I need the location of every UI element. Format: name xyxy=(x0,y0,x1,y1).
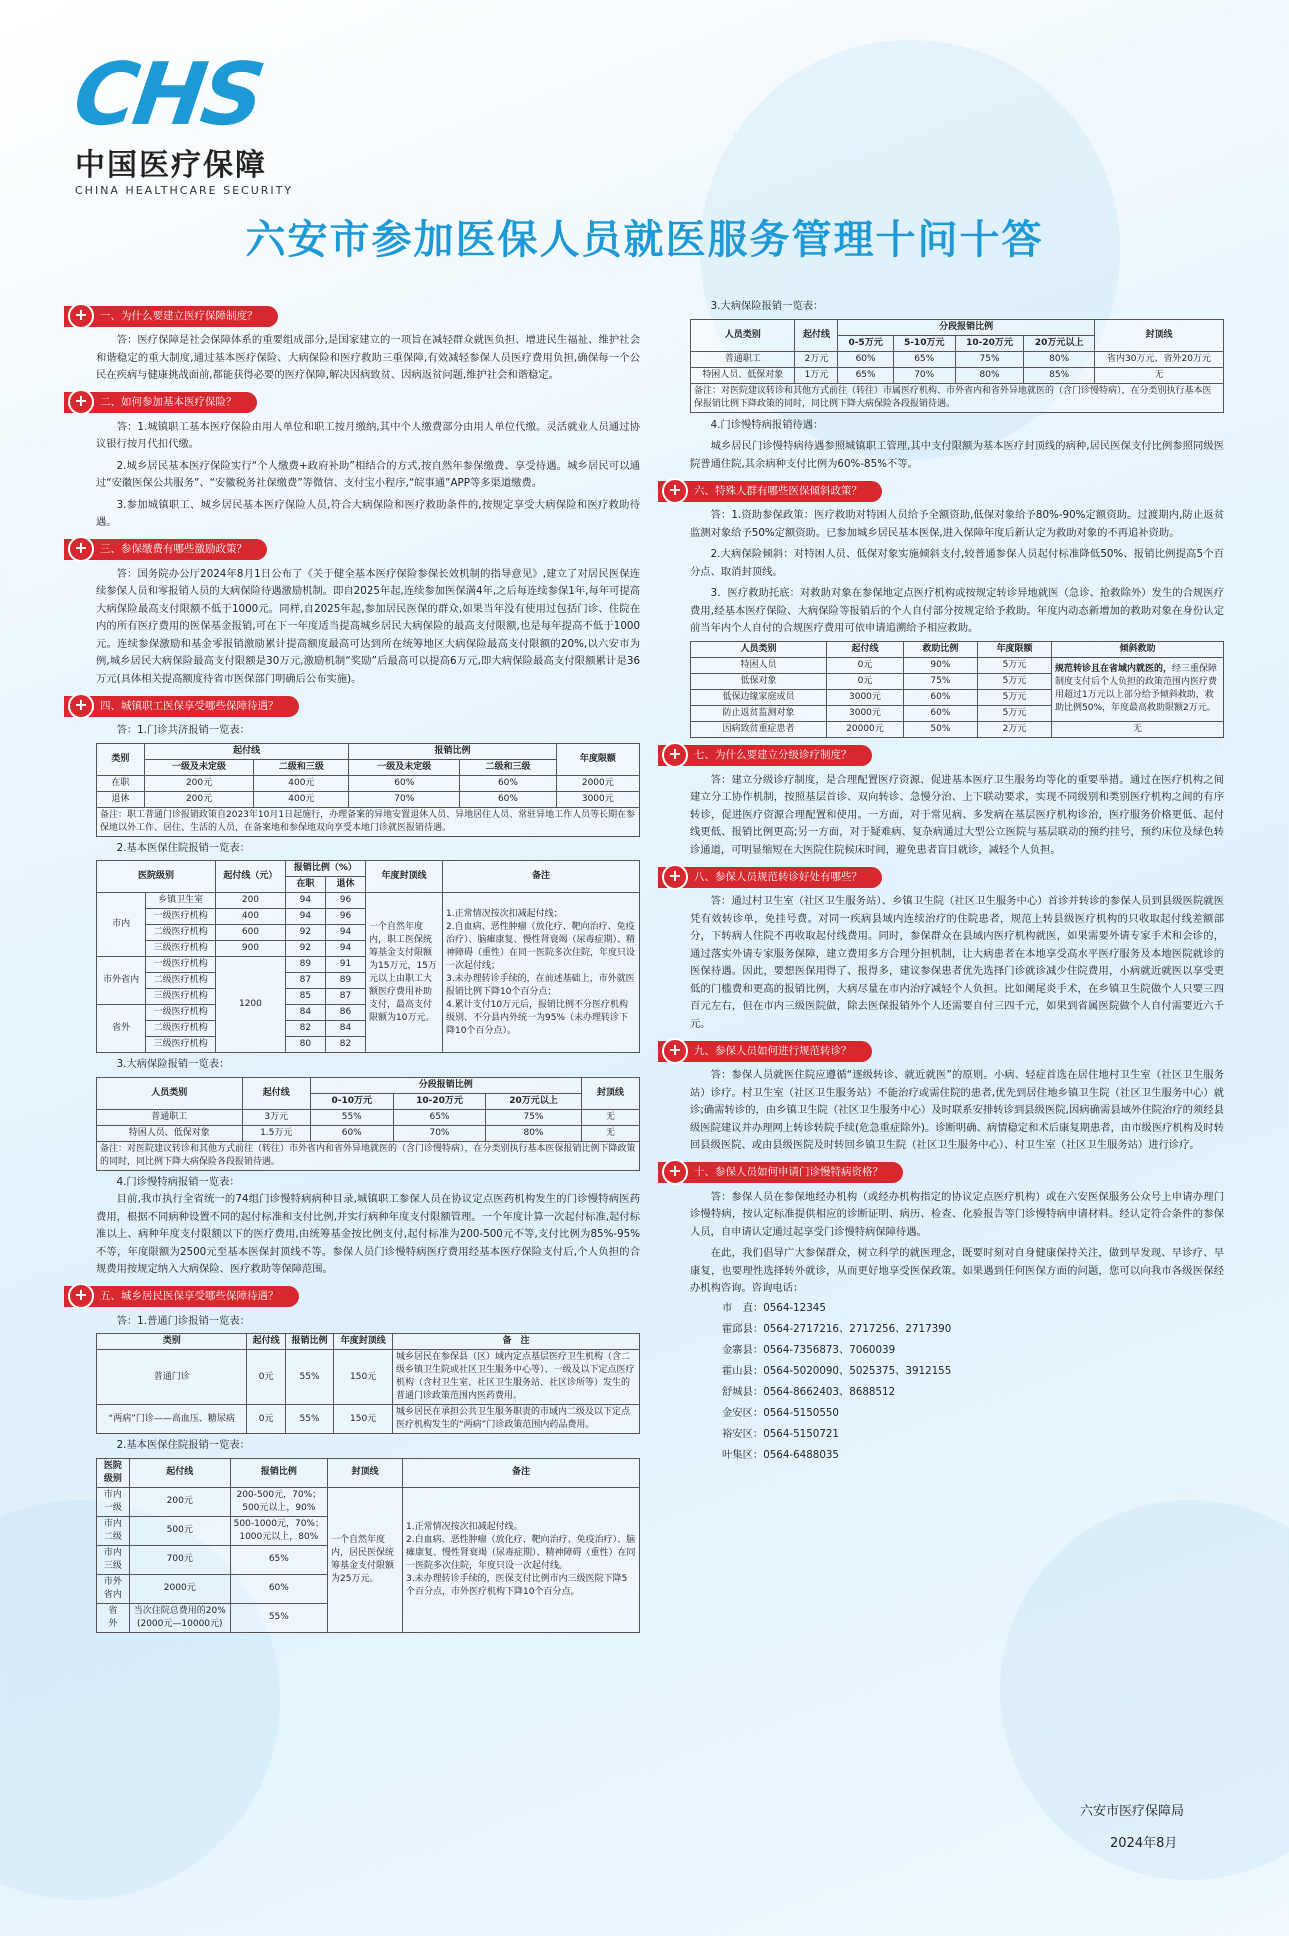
list-item: 叶集区：0564-6488035 xyxy=(722,1448,839,1461)
table-cell: 市外省内 xyxy=(97,1574,130,1603)
table-cell: 三级医疗机构 xyxy=(146,989,216,1005)
table-cell: 92 xyxy=(285,941,325,957)
table-cell: 起付线 xyxy=(242,1077,310,1109)
table-row xyxy=(97,775,640,791)
heart-cross-icon: + xyxy=(68,303,94,329)
table-cell: 60% xyxy=(230,1574,327,1603)
table-cell: 封顶线 xyxy=(328,1458,403,1487)
section-1-text: 答：医疗保障是社会保障体系的重要组成部分,是国家建立的一项旨在减轻群众就医负担、增进民生福祉、维护社会和谐稳定的重大制度,通过基本医疗保险、大病保险和医疗救助三重保障,有效减轻参保人员医疗费用负担,确保每一个公民在疾病与健康挑战面前,都能获得必要的医疗保障,解决因病致贫、因病返贫问题,维护社会和谐稳定。 xyxy=(96,334,640,381)
table-cell: 一级医疗机构 xyxy=(146,957,216,973)
table-cell: 低保对象 xyxy=(691,673,827,689)
table-cell: 市内 xyxy=(97,893,146,957)
table-cell: 82 xyxy=(285,1021,325,1037)
table-cell: 60% xyxy=(838,351,893,367)
table-cell: 倾斜救助 xyxy=(1052,641,1224,657)
table-cell: 一级及未定级 xyxy=(144,759,254,775)
table-cell: 省 外 xyxy=(97,1603,130,1632)
table-row xyxy=(97,1405,640,1434)
table-cell: 65% xyxy=(838,367,893,383)
table-caption: 4.门诊慢特病报销待遇： xyxy=(710,418,824,431)
table-cell: “两病”门诊——高血压、糖尿病 xyxy=(97,1405,247,1434)
table-cell: 规范转诊且在省域内就医的，经三重保障制度支付后个人负担的政策范围内医疗费用超过1万元以上部分给予倾斜救助，救助比例50%，年度最高救助限额2万元。 xyxy=(1052,657,1224,721)
table-cell: 市内三级 xyxy=(97,1545,130,1574)
table-caption: 3.大病保险报销一览表： xyxy=(116,1058,230,1070)
table-cell: 10-20万元 xyxy=(393,1093,486,1109)
logo-chinese: 中国医疗保障 xyxy=(75,148,267,183)
table-cell: 86 xyxy=(325,1005,365,1021)
table-cell: 乡镇卫生室 xyxy=(146,893,216,909)
table-cell: 5-10万元 xyxy=(893,335,955,351)
heart-cross-icon: + xyxy=(662,742,688,768)
table-cell: 200元 xyxy=(144,791,254,807)
table-cell: 2万元 xyxy=(795,351,838,367)
table-cell: 人员类别 xyxy=(691,319,795,351)
table-cell: 85% xyxy=(1024,367,1095,383)
table-cell: 92 xyxy=(285,925,325,941)
table-cell: 87 xyxy=(285,973,325,989)
section-2-text-1: 答：1.城镇职工基本医疗保险由用人单位和职工按月缴纳,其中个人缴费部分由用人单位代缴。灵活就业人员通过协议银行按月代扣代缴。 xyxy=(96,420,640,450)
table-row xyxy=(97,791,640,807)
table-cell: 0-10万元 xyxy=(310,1093,393,1109)
table-cell: 60% xyxy=(903,705,977,721)
table-cell: 75% xyxy=(955,351,1024,367)
table-cell: 60% xyxy=(349,775,460,791)
table-cell: 备注 xyxy=(443,861,640,893)
list-item: 金寨县：0564-7356873、7060039 xyxy=(722,1343,896,1356)
section-heading-10: + 十、参保人员如何申请门诊慢特病资格？ xyxy=(658,1161,1224,1185)
table-cell: 65% xyxy=(393,1109,486,1125)
table-cell: 分段报销比例 xyxy=(838,319,1095,335)
table-cell: 退休 xyxy=(97,791,145,807)
table-cell: 一个自然年度内，职工医保统筹基金支付限额为15万元，15万元以上由职工大额医疗费用补助支付，最高支付限额为10万元。 xyxy=(366,893,443,1053)
table-cell: 二级医疗机构 xyxy=(146,925,216,941)
table-cell: 20万元以上 xyxy=(486,1093,581,1109)
table-cell: 人员类别 xyxy=(97,1077,243,1109)
table-cell: 60% xyxy=(310,1125,393,1141)
table-cell: 0元 xyxy=(827,673,904,689)
table-cell: 55% xyxy=(230,1603,327,1632)
table-cell: 城乡居民在参保县（区）域内定点基层医疗卫生机构（含二级乡镇卫生院或社区卫生服务中心等）、一级及以下定点医疗机构（含村卫生室、社区卫生服务站、社区诊所等）发生的普通门诊政策范围内医药费用。 xyxy=(393,1350,640,1405)
table-cell: 96 xyxy=(325,893,365,909)
issue-date: 2024年8月 xyxy=(1110,1836,1178,1851)
table-cell: 91 xyxy=(325,957,365,973)
table-cell: 无 xyxy=(1094,367,1223,383)
table-row xyxy=(691,367,1224,383)
table-cell: 普通门诊 xyxy=(97,1350,247,1405)
table-cell: 700元 xyxy=(129,1545,230,1574)
table-cell: 二级和三级 xyxy=(254,759,349,775)
table-cell: 75% xyxy=(903,673,977,689)
table-cell: 低保边缘家庭成员 xyxy=(691,689,827,705)
table-cell: 年度封顶线 xyxy=(366,861,443,893)
table-cell: 400元 xyxy=(254,791,349,807)
table-cell: 5万元 xyxy=(977,673,1051,689)
table-cell: 60% xyxy=(460,775,556,791)
table-cell: 400 xyxy=(216,909,286,925)
left-column xyxy=(74,298,640,1636)
resident-critical-illness-table xyxy=(690,319,1224,413)
table-cell: 无 xyxy=(1052,721,1224,737)
table-cell: 200元 xyxy=(144,775,254,791)
table-cell: 备注 xyxy=(403,1458,640,1487)
table-cell: 55% xyxy=(285,1405,334,1434)
list-item: 金安区：0564-5150550 xyxy=(722,1406,839,1419)
resident-outpatient-table xyxy=(96,1333,640,1434)
table-cell: 三级医疗机构 xyxy=(146,941,216,957)
table-caption: 答：1.门诊共济报销一览表： xyxy=(116,724,250,736)
employee-inpatient-table xyxy=(96,860,640,1053)
table-cell: 80 xyxy=(285,1037,325,1053)
section-6-text-1: 答：1.资助参保政策：医疗救助对特困人员给予全额资助,低保对象给予80%-90%定额资助。过渡期内,防止返贫监测对象给予50%定额资助。已参加城乡居民基本医保,进入保障年度后新认定为救助对象的不再追补资助。 xyxy=(690,509,1224,539)
table-cell: 起付线 xyxy=(795,319,838,351)
section-heading-8: + 八、参保人员规范转诊好处有哪些？ xyxy=(658,865,1224,889)
table-cell: 80% xyxy=(955,367,1024,383)
table-cell: 人员类别 xyxy=(691,641,827,657)
table-cell: 82 xyxy=(325,1037,365,1053)
table-caption: 2.基本医保住院报销一览表： xyxy=(116,841,250,854)
heart-cross-icon: + xyxy=(662,1038,688,1064)
section-heading-2: + 二、如何参加基本医疗保险？ xyxy=(64,391,640,415)
section-7-text: 答：建立分级诊疗制度，是合理配置医疗资源、促进基本医疗卫生服务均等化的重要举措。通过在医疗机构之间建立分工协作机制，按照基层首诊、双向转诊、急慢分治、上下联动要求，实现不同级别和类别医疗机构之间的有序转诊，促进医疗资源合理配置和使用。一方面，对于常见病、多发病在基层医疗机构诊治，医疗服务价格更低、起付线更低、报销比例更高;另一方面，对于疑难病、复杂病通过大型公立医院与基层联动的预约挂号，预约床位及绿色转诊通道，可明显缩短在大医院住院候床时间，避免患者盲目就诊，减轻个人负担。 xyxy=(690,773,1224,856)
table-cell: 200-500元，70%；500元以上，90% xyxy=(230,1487,327,1516)
table-cell: 备注：对医院建议转诊和其他方式前往（转往）市属医疗机构、市外省内和省外异地就医的（含门诊慢特病），在分类别执行基本医保报销比例下降政策的同时，同比例下降大病保险各段报销待遇。 xyxy=(691,383,1224,412)
table-cell: 一个自然年度内，居民医保统筹基金支付限额为25万元。 xyxy=(328,1487,403,1632)
chronic-disease-text: 目前,我市执行全省统一的74组门诊慢特病病种目录,城镇职工参保人员在协议定点医药机构发生的门诊慢特病医药费用，根据不同病种设置不同的起付标准和支付比例,并实行病种年度支付限额管理。一个年度计算一次起付标准,起付标准以上、病种年度支付限额以下的医疗费用,由统筹基金按比例支付,起付标准为200-500元不等,支付比例为85%-95%不等，年度限额为2500元至基本医保封顶线不等。参保人员门诊慢特病医疗费用经基本医疗保险支付后,个人负担的合规费用按规定纳入大病保险、医疗救助等保障范围。 xyxy=(96,1193,640,1275)
table-cell: 普通职工 xyxy=(97,1109,243,1125)
table-row xyxy=(97,1109,640,1125)
table-cell: 起付线 xyxy=(129,1458,230,1487)
section-10-text-1: 答：参保人员在参保地经办机构（或经办机构指定的协议定点医疗机构）或在六安医保服务公众号上申请办理门诊慢特病，按认定标准提供相应的诊断证明、病历、检查、化验报告等门诊慢特病申请材料。经认定符合条件的参保人员，自申请认定通过起享受门诊慢特病保障待遇。 xyxy=(690,1190,1224,1238)
table-cell: 75% xyxy=(486,1109,581,1125)
table-cell: 5万元 xyxy=(977,705,1051,721)
table-cell: 特困人员 xyxy=(691,657,827,673)
table-cell: 封顶线 xyxy=(1094,319,1223,351)
table-cell: 0元 xyxy=(827,657,904,673)
table-cell: 当次住院总费用的20%(2000元—10000元) xyxy=(129,1603,230,1632)
table-cell: 在职 xyxy=(97,775,145,791)
table-cell: 3000元 xyxy=(827,705,904,721)
table-cell: 类别 xyxy=(97,743,145,775)
table-cell: 市外省内 xyxy=(97,957,146,1005)
table-cell: 5万元 xyxy=(977,657,1051,673)
table-cell: 医院级别 xyxy=(97,1458,130,1487)
table-cell: 一级医疗机构 xyxy=(146,1005,216,1021)
table-cell: 60% xyxy=(460,791,556,807)
section-2-text-3: 3.参加城镇职工、城乡居民基本医疗保险人员,符合大病保险和医疗救助条件的,按规定享受大病保险和医疗救助待遇。 xyxy=(96,498,640,528)
table-cell: 1200 xyxy=(216,957,286,1053)
table-cell: 80% xyxy=(486,1125,581,1141)
section-heading-4: + 四、城镇职工医保享受哪些保障待遇？ xyxy=(64,694,640,718)
table-cell: 5万元 xyxy=(977,689,1051,705)
table-row xyxy=(97,1125,640,1141)
heart-cross-icon: + xyxy=(68,536,94,562)
table-row xyxy=(691,351,1224,367)
logo-english: CHINA HEALTHCARE SECURITY xyxy=(75,184,294,197)
table-cell: 500-1000元，70%；1000元以上，80% xyxy=(230,1516,327,1545)
table-cell: 在职 xyxy=(285,877,325,893)
table-cell: 89 xyxy=(325,973,365,989)
list-item: 霍邱县：0564-2717216、2717256、2717390 xyxy=(722,1322,952,1335)
logo xyxy=(67,45,294,197)
table-cell: 96 xyxy=(325,909,365,925)
section-heading-1: + 一、为什么要建立医疗保障制度？ xyxy=(64,304,640,328)
resident-inpatient-table xyxy=(96,1458,640,1633)
employee-critical-illness-table xyxy=(96,1077,640,1171)
table-cell: 1万元 xyxy=(795,367,838,383)
table-cell: 55% xyxy=(310,1109,393,1125)
table-cell: 起付线 xyxy=(827,641,904,657)
table-cell: 65% xyxy=(893,351,955,367)
section-heading-3: + 三、参保缴费有哪些激励政策？ xyxy=(64,538,640,562)
table-cell: 城乡居民在承担公共卫生服务职责的市域内二级及以下定点医疗机构发生的“两病”门诊政策范围内药品费用。 xyxy=(393,1405,640,1434)
table-cell: 150元 xyxy=(334,1350,393,1405)
employee-outpatient-table xyxy=(96,743,640,837)
table-cell: 65% xyxy=(230,1545,327,1574)
table-cell: 94 xyxy=(325,925,365,941)
section-heading-6: + 六、特殊人群有哪些医保倾斜政策？ xyxy=(658,479,1224,503)
table-cell: 89 xyxy=(285,957,325,973)
table-cell: 500元 xyxy=(129,1516,230,1545)
table-cell: 无 xyxy=(581,1109,639,1125)
table-cell: 1.正常情况按次扣减起付线。 2.白血病、恶性肿瘤（放化疗、靶向治疗、免疫治疗）、脑瘫康复、慢性肾衰竭（尿毒症期）、精神障碍（重性）在同一医院多次住院，年度只设一次起付线。 3.未办理转诊手续的，医保支付比例市内三级医院下降5个百分点，市外医疗机构下降10个百分点。 xyxy=(403,1487,640,1632)
table-cell: 类别 xyxy=(97,1334,247,1350)
table-cell: 省外 xyxy=(97,1005,146,1053)
table-caption: 3.大病保险报销一览表： xyxy=(710,300,824,312)
table-cell: 70% xyxy=(393,1125,486,1141)
table-cell: 医院级别 xyxy=(97,861,216,893)
table-cell: 150元 xyxy=(334,1405,393,1434)
table-cell: 3万元 xyxy=(242,1109,310,1125)
table-cell: 起付线（元） xyxy=(216,861,286,893)
table-cell: 起付线 xyxy=(144,743,349,759)
section-heading-7: + 七、为什么要建立分级诊疗制度？ xyxy=(658,744,1224,768)
table-cell: 二级医疗机构 xyxy=(146,973,216,989)
list-item: 市 直：0564-12345 xyxy=(722,1301,826,1314)
section-3-text: 答：国务院办公厅2024年8月1日公布了《关于健全基本医疗保险参保长效机制的指导意见》,建立了对居民医保连续参保人员和零报销人员的大病保险待遇激励机制。即自2025年起,连续参加医保满4年,之后每连续参保1年,每年可提高大病保险最高支付限额不低于1000元。同样,自2025年起,参加居民医保的群众,如果当年没有使用过包括门诊、住院在内的所有医疗费用的医保基金报销,可在下一年度适当提高城乡居民大病保险的最高支付限额,也是每年提高不低于1000元。连续参保激励和基金零报销激励累计提高额度最高可达到所在统筹地区大病保险最高支付限额的20%,以六安市为例,城乡居民大病保险最高支付限额是30万元,激励机制“奖励”后最高可以提高6万元,即大病保险最高支付限额累计是36万元(具体相关提高额度待省市医保部门明确后公布实施)。 xyxy=(96,567,640,685)
table-cell: 年度封顶线 xyxy=(334,1334,393,1350)
table-cell: 备 注 xyxy=(393,1334,640,1350)
heart-cross-icon: + xyxy=(68,389,94,415)
table-cell: 年度限额 xyxy=(556,743,639,775)
table-cell: 20000元 xyxy=(827,721,904,737)
section-9-text: 答：参保人员就医住院应遵循“逐级转诊、就近就医”的原则。小病、轻症首选在居住地村卫生室（社区卫生服务站）诊疗。村卫生室（社区卫生服务站）不能治疗或需住院的患者,优先到居住地乡镇卫生院（社区卫生服务中心）就诊;确需转诊的，由乡镇卫生院（社区卫生服务中心）及时联系安排转诊到县级医院,因病确需县域外住院治疗的须经县级医院建议并办理网上转诊转院手续(危急重症除外)。诊断明确、病情稳定和术后康复期患者，由市级医疗机构及时转回县级医院、或由县级医院及时转回乡镇卫生院（社区卫生服务中心）、村卫生室（社区卫生服务站）进行诊疗。 xyxy=(690,1069,1224,1151)
table-cell: 省内30万元、省外20万元 xyxy=(1094,351,1223,367)
table-cell: 因病致贫重症患者 xyxy=(691,721,827,737)
table-cell: 90% xyxy=(903,657,977,673)
table-cell: 2000元 xyxy=(556,775,639,791)
table-cell: 200 xyxy=(216,893,286,909)
section-2-text-2: 2.城乡居民基本医疗保险实行“个人缴费+政府补助”相结合的方式,按自然年参保缴费、享受待遇。城乡居民可以通过“安徽医保公共服务”、“安徽税务社保缴费”等微信、支付宝小程序,“皖事通”APP等多渠道缴费。 xyxy=(96,459,640,489)
table-cell: 87 xyxy=(325,989,365,1005)
table-cell: 84 xyxy=(325,1021,365,1037)
table-caption: 答：1.普通门诊报销一览表： xyxy=(116,1314,250,1327)
table-cell: 10-20万元 xyxy=(955,335,1024,351)
list-item: 裕安区：0564-5150721 xyxy=(722,1427,839,1440)
table-cell: 55% xyxy=(285,1350,334,1405)
table-cell: 救助比例 xyxy=(903,641,977,657)
table-cell: 市内一级 xyxy=(97,1487,130,1516)
table-cell: 市内二级 xyxy=(97,1516,130,1545)
table-cell: 备注：对医院建议转诊和其他方式前往（转往）市外省内和省外异地就医的（含门诊慢特病），在分类别执行基本医保报销比例下降政策的同时，同比例下降大病保险各段报销待遇。 xyxy=(97,1141,640,1170)
section-8-text: 答：通过村卫生室（社区卫生服务站）、乡镇卫生院（社区卫生服务中心）首诊并转诊的参保人员到县级医院就医凭有效转诊单，免挂号费。对同一疾病县域内连续治疗的住院患者，规范上转县级医疗机构的只收取起付线差额部分，下转病人住院不再收取起付线费用。同时，参保群众在县域内医疗机构就医，如果需要外请专家手术和会诊的，通过落实外请专家服务保障，建立费用多方合理分担机制，让大病患者在本地享受高水平医疗服务及本地医院就诊的医保待遇。因此，要想医保用得了、报得多，建议参保患者优先选择门诊就诊减少住院费用，小病就近就医以享受更低的门槛费和更高的报销比例，大病尽量在市内治疗减轻个人负担。比如阑尾炎手术，在乡镇卫生院做个人只要三四百元左右，但在市内三级医院做，除去医保报销外个人还需要自付三四千元，如果到省属医院做个人自付需要近六千元。 xyxy=(690,895,1224,1030)
table-cell: 防止返贫监测对象 xyxy=(691,705,827,721)
table-cell: 退休 xyxy=(325,877,365,893)
signature-block xyxy=(1080,1796,1184,1860)
table-cell: 二级医疗机构 xyxy=(146,1021,216,1037)
chs-logo-mark: CHS xyxy=(67,45,268,145)
heart-cross-icon: + xyxy=(662,1159,688,1185)
heart-cross-icon: + xyxy=(662,864,688,890)
table-cell: 2万元 xyxy=(977,721,1051,737)
table-cell: 一级及未定级 xyxy=(349,759,460,775)
table-cell: 94 xyxy=(325,941,365,957)
list-item: 舒城县：0564-8662403、8688512 xyxy=(722,1385,896,1398)
table-cell: 起付线 xyxy=(247,1334,285,1350)
table-cell: 特困人员、低保对象 xyxy=(97,1125,243,1141)
table-cell: 封顶线 xyxy=(581,1077,639,1109)
table-cell: 特困人员、低保对象 xyxy=(691,367,795,383)
medical-assistance-table xyxy=(690,641,1224,738)
table-cell: 50% xyxy=(903,721,977,737)
table-cell: 普通职工 xyxy=(691,351,795,367)
section-10-text-2: 在此，我们倡导广大参保群众，树立科学的就医理念，既要时刻对自身健康保持关注，做到早发现、早诊疗、早康复，也要理性选择转外就诊，从而更好地享受医保政策。如果遇到任何医保方面的问题，您可以向我市各级医保经办机构咨询。咨询电话： xyxy=(690,1247,1224,1294)
table-cell: 备注：职工普通门诊报销政策自2023年10月1日起施行，办理备案的异地安置退休人员、异地居住人员、常驻异地工作人员等长期在参保地以外工作、居住、生活的人员，在备案地和参保地双向享受本地门诊就医报销待遇。 xyxy=(97,807,640,836)
table-caption: 4.门诊慢特病报销一览表： xyxy=(116,1175,240,1188)
table-cell: 600 xyxy=(216,925,286,941)
table-cell: 三级医疗机构 xyxy=(146,1037,216,1053)
table-cell: 1.5万元 xyxy=(242,1125,310,1141)
issuer: 六安市医疗保障局 xyxy=(1080,1804,1185,1819)
table-cell: 一级医疗机构 xyxy=(146,909,216,925)
table-cell: 报销比例 xyxy=(349,743,556,759)
contact-list xyxy=(690,1298,1224,1466)
table-row xyxy=(97,1350,640,1405)
table-cell: 70% xyxy=(893,367,955,383)
table-cell: 94 xyxy=(285,893,325,909)
table-cell: 3000元 xyxy=(556,791,639,807)
table-cell: 0-5万元 xyxy=(838,335,893,351)
section-6-text-3: 3．医疗救助托底：对救助对象在参保地定点医疗机构或按规定转诊异地就医（急诊、抢救除外）发生的合规医疗费用,经基本医疗保险、大病保险等报销后的个人自付部分按规定给予救助。年度内动态新增加的救助对象在身份认定前当年内个人自付的合规医疗费用可依申请追溯给予相应救助。 xyxy=(690,587,1224,634)
table-cell: 1.正常情况按次扣减起付线； 2.自血病、恶性肿瘤（放化疗、靶向治疗、免疫治疗）、脑瘫康复、慢性肾衰竭（尿毒症期）、精神障碍（重性）在同一医院多次住院，年度只设一次起付线； 3.未办理转诊手续的，在前述基础上，市外就医报销比例下降10个百分点； 4.累计支付10万元后，报销比例不分医疗机构级别、不分县内外统一为95%（未办理转诊下降10个百分点）。 xyxy=(443,893,640,1053)
table-cell: 400元 xyxy=(254,775,349,791)
heart-cross-icon: + xyxy=(68,1283,94,1309)
table-caption: 2.基本医保住院报销一览表： xyxy=(116,1439,250,1451)
list-item: 霍山县：0564-5020090、5025375、3912155 xyxy=(722,1364,952,1377)
table-cell: 60% xyxy=(903,689,977,705)
table-cell: 80% xyxy=(1024,351,1095,367)
table-cell: 分段报销比例 xyxy=(310,1077,581,1093)
table-cell: 85 xyxy=(285,989,325,1005)
table-cell: 报销比例 xyxy=(230,1458,327,1487)
table-cell: 二级和三级 xyxy=(460,759,556,775)
section-heading-9: + 九、参保人员如何进行规范转诊？ xyxy=(658,1039,1224,1063)
table-cell: 900 xyxy=(216,941,286,957)
table-cell: 20万元以上 xyxy=(1024,335,1095,351)
section-6-text-2: 2.大病保险倾斜：对特困人员、低保对象实施倾斜支付,较普通参保人员起付标准降低50%、报销比例提高5个百分点、取消封顶线。 xyxy=(690,548,1224,578)
page-title: 六安市参加医保人员就医服务管理十问十答 xyxy=(245,216,1044,263)
table-cell: 94 xyxy=(285,909,325,925)
table-cell: 200元 xyxy=(129,1487,230,1516)
table-cell: 0元 xyxy=(247,1350,285,1405)
table-cell: 报销比例（%） xyxy=(285,861,365,877)
table-cell: 报销比例 xyxy=(285,1334,334,1350)
table-cell: 84 xyxy=(285,1005,325,1021)
table-cell: 年度限额 xyxy=(977,641,1051,657)
table-cell: 无 xyxy=(581,1125,639,1141)
section-heading-5: + 五、城乡居民医保享受哪些保障待遇？ xyxy=(64,1285,640,1309)
table-cell: 70% xyxy=(349,791,460,807)
table-cell: 0元 xyxy=(247,1405,285,1434)
heart-cross-icon: + xyxy=(68,693,94,719)
table-cell: 2000元 xyxy=(129,1574,230,1603)
resident-chronic-text: 城乡居民门诊慢特病待遇参照城镇职工管理,其中支付限额为基本医疗封顶线的病种,居民医保支付比例参照同级医院普通住院,其余病种支付比例为60%-85%不等。 xyxy=(690,440,1224,470)
table-cell: 3000元 xyxy=(827,689,904,705)
heart-cross-icon: + xyxy=(662,478,688,504)
right-column xyxy=(668,298,1224,1466)
